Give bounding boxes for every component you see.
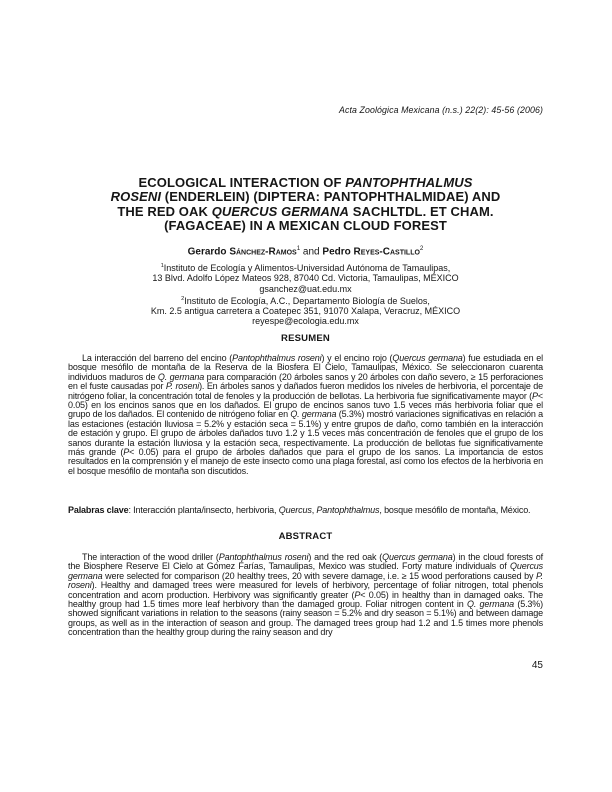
authors-line: Gerardo Sánchez-Ramos$^1$ and Pedro Reyes-Castillo$^2$: [187, 245, 424, 258]
article-title-line: (FAGACEAE) IN A MEXICAN CLOUD FOREST: [164, 218, 447, 234]
resumen-heading: RESUMEN: [281, 333, 330, 344]
author-email: reyespe@ecologia.edu.mx: [252, 316, 359, 327]
keywords-line: Palabras clave: Interacción planta/insecto, herbivoria, Quercus, Pantophthalmus, bosque mesófilo de montaña, México.: [68, 505, 531, 515]
author-email: gsanchez@uat.edu.mx: [259, 283, 352, 294]
article-title-line: ECOLOGICAL INTERACTION OF PANTOPHTHALMUS: [138, 175, 473, 190]
affiliation-line: Km. 2.5 antigua carretera a Coatepec 351, 91070 Xalapa, Veracruz, MÉXICO: [150, 306, 461, 317]
affiliations: [68, 261, 543, 327]
abstract-heading: ABSTRACT: [278, 531, 333, 542]
affiliation-line: $^2$Instituto de Ecología, A.C., Departamento Biología de Suelos,: [181, 295, 430, 306]
affiliation-line: $^1$Instituto de Ecología y Alimentos-Universidad Autónoma de Tamaulipas,: [160, 263, 451, 273]
article-title: [68, 176, 543, 234]
resumen-paragraph: La interacción del barreno del encino (Pantophthalmus roseni) y el encino rojo (Quercus germana) fue estudiada en el bosque mesófilo de montaña de la Reserva de la Biosfera El Cielo, Tamaulipas, México. Se seleccionaron cuarenta individuos maduros de Q. germana para comparación (20 árboles sanos y 20 árboles con daño severo, ≥ 15 perforaciones en el fuste causadas por P. roseni). En árboles sanos y dañados fueron medidos los niveles de herbivoria, el porcentaje de nitrógeno foliar, la concentración total de fenoles y la producción de bellotas. La herbivoria fue significativamente mayor (P< 0.05) en los encinos sanos que en los dañados. El grupo de encinos sanos tuvo 1.5 veces más herbivoria foliar que el grupo de los dañados. El contenido de nitrógeno foliar en Q. germana (5.3%) mostró variaciones significativas en relación a las estaciones (estación lluviosa = 5.2% y estación seca = 5.1%) y entre grupos de daño, como también en la interacción de estación y grupo. El grupo de árboles dañados tuvo 1.2 y 1.5 veces más concentración de fenoles que el grupo de los sanos durante la estación lluviosa y la estación seca, respectivamente. La producción de bellotas fue significativamente más grande (P< 0.05) para el grupo de árboles dañados que para el grupo de los sanos. La importancia de estos resultados en la comprensión y el manejo de este insecto como una plaga forestal, así como los efectos de la herbivoria en el bosque mesófilo de montaña son discutidos.: [68, 353, 543, 476]
page-number: 45: [531, 660, 543, 671]
journal-header: Acta Zoológica Mexicana (n.s.) 22(2): 45-56 (2006): [338, 105, 543, 115]
article-title-line: ROSENI (ENDERLEIN) (DIPTERA: PANTOPHTHALMIDAE) AND: [110, 189, 501, 205]
abstract-paragraph: The interaction of the wood driller (Pantophthalmus roseni) and the red oak (Quercus germana) in the cloud forests of the Biosphere Reserve El Cielo at Gómez Farías, Tamaulipas, Mexico was studied. Forty mature individuals of Quercus germana were selected for comparison (20 healthy trees, 20 with severe damage, i.e. ≥ 15 wood perforations caused by P. roseni). Healthy and damaged trees were measured for levels of herbivory, percentage of foliar nitrogen, total phenols concentration and acorn production. Herbivory was significantly greater (P< 0.05) in healthy than in damaged oaks. The healthy group had 1.5 times more leaf herbivory than the damaged group. Foliar nitrogen content in Q. germana (5.3%) showed significant variations in relation to the seasons (rainy season = 5.2% and dry season = 5.1%) and between damage groups, as well as in the interaction of season and group. The damaged trees group had 1.2 and 1.5 times more phenols concentration than the healthy group during the rainy season and dry: [68, 552, 544, 638]
affiliation-line: 13 Blvd. Adolfo López Mateos 928, 87040 Cd. Victoria, Tamaulipas, MÉXICO: [152, 273, 459, 284]
article-title-line: THE RED OAK QUERCUS GERMANA SACHLTDL. ET CHAM.: [117, 203, 494, 219]
